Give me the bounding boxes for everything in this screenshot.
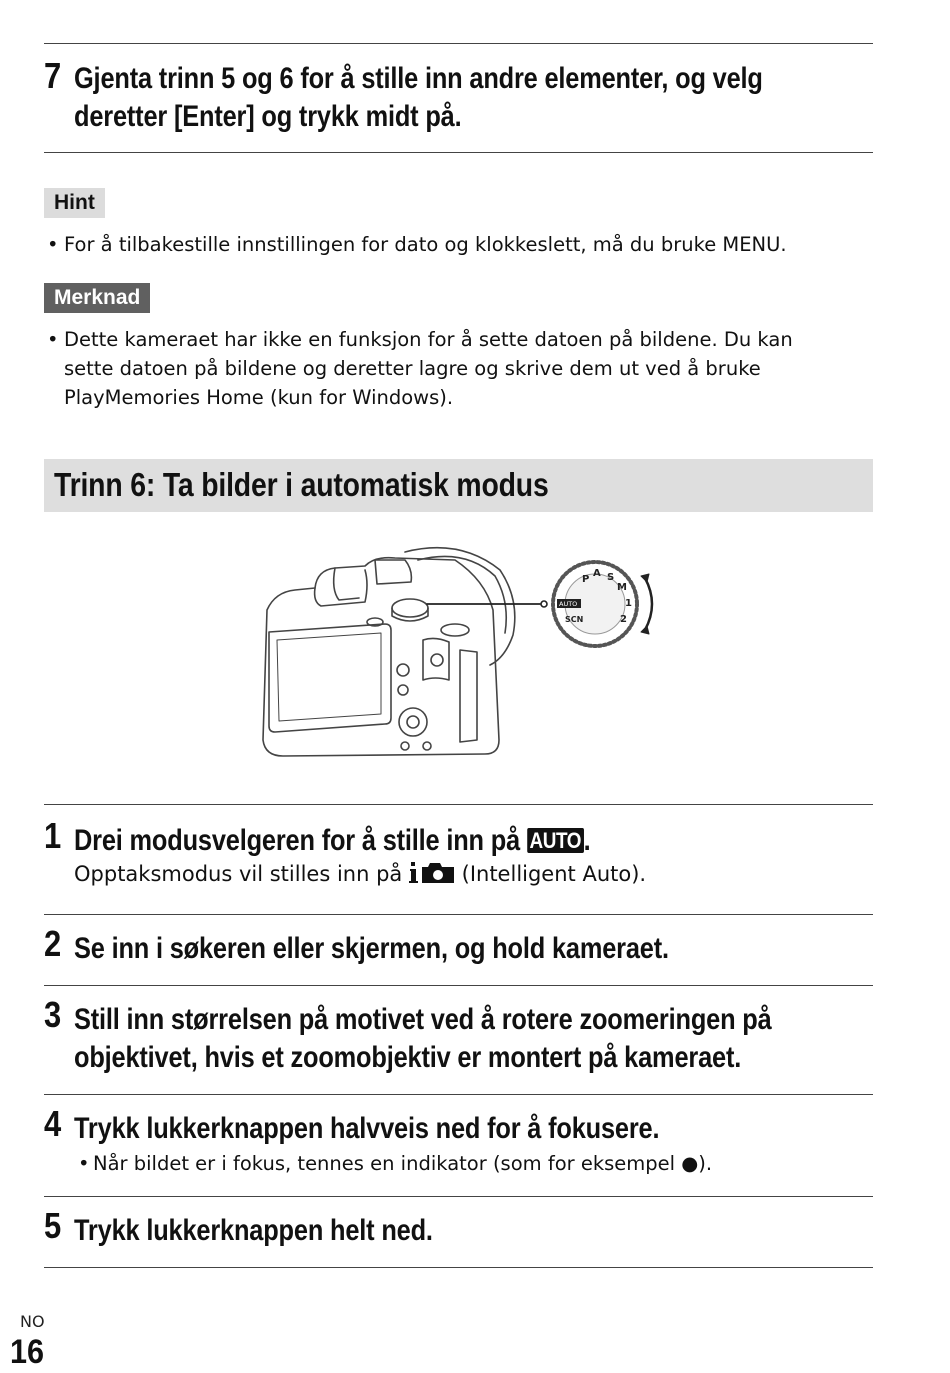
top-rule	[44, 43, 873, 44]
rotation-arrow-icon	[645, 578, 652, 630]
note-text-line2: sette datoen på bildene og deretter lagre og skrive dem ut ved å bruke	[64, 357, 761, 380]
step-1-number: 1	[44, 815, 62, 856]
camera-mode-dial-illustration	[255, 540, 675, 780]
note-label: Merknad	[44, 283, 150, 313]
divider	[44, 914, 873, 915]
step-4-bullet-marker: •	[78, 1152, 90, 1175]
step-7-number: 7	[44, 55, 62, 96]
section-title: Trinn 6: Ta bilder i automatisk modus	[54, 466, 549, 503]
section-heading-bar	[44, 459, 873, 512]
divider	[44, 1094, 873, 1095]
step-5-number: 5	[44, 1205, 62, 1246]
bottom-rule	[44, 1267, 873, 1268]
step-1-title-end: .	[583, 824, 591, 857]
divider	[44, 1196, 873, 1197]
dial-label-1: 1	[625, 598, 632, 609]
note-bullet-marker: •	[47, 328, 59, 351]
intelligent-auto-icon	[409, 860, 455, 884]
step-1-title-text: Drei modusvelgeren for å stille inn på	[74, 824, 527, 857]
dial-label-scn: SCN	[565, 615, 584, 624]
step-4-title: Trykk lukkerknappen halvveis ned for å fokusere.	[74, 1112, 660, 1145]
hint-text: For å tilbakestille innstillingen for dato og klokkeslett, må du bruke MENU.	[64, 233, 787, 256]
step-5-title: Trykk lukkerknappen helt ned.	[74, 1214, 433, 1247]
dial-label-a: A	[593, 568, 601, 579]
step-3-number: 3	[44, 994, 62, 1035]
dial-label-m: M	[617, 582, 627, 593]
step-3-title-line2: objektivet, hvis et zoomobjektiv er montert på kameraet.	[74, 1041, 742, 1074]
hint-bullet-marker: •	[47, 233, 59, 256]
step-1-body-text: Opptaksmodus vil stilles inn på	[74, 862, 409, 886]
page-number: 16	[10, 1333, 45, 1371]
step-2-number: 2	[44, 923, 62, 964]
step-3-title-line1: Still inn størrelsen på motivet ved å rotere zoomeringen på	[74, 1003, 772, 1036]
hint-label: Hint	[44, 188, 105, 218]
step-2-title: Se inn i søkeren eller skjermen, og hold kameraet.	[74, 932, 669, 965]
divider	[44, 804, 873, 805]
auto-mode-icon: AUTO	[527, 828, 584, 853]
note-text-line1: Dette kameraet har ikke en funksjon for å sette datoen på bildene. Du kan	[64, 328, 793, 351]
step-1-body-end: (Intelligent Auto).	[454, 862, 647, 886]
step-7-title-line2: deretter [Enter] og trykk midt på.	[74, 100, 462, 133]
step-1-title	[74, 822, 590, 860]
dial-label-2: 2	[620, 614, 627, 625]
note-text-line3: PlayMemories Home (kun for Windows).	[64, 386, 454, 409]
step-4-number: 4	[44, 1103, 62, 1144]
leader-dot	[541, 601, 547, 607]
dial-label-s: S	[607, 572, 615, 583]
step-7-title-line1: Gjenta trinn 5 og 6 for å stille inn andre elementer, og velg	[74, 62, 763, 95]
divider	[44, 985, 873, 986]
divider	[44, 152, 873, 153]
language-code: NO	[20, 1312, 45, 1331]
dial-label-auto: AUTO	[559, 600, 578, 608]
lcd-screen	[269, 624, 391, 732]
dial-label-p: P	[582, 574, 590, 585]
rear-controls	[397, 638, 477, 750]
step-1-body	[74, 860, 646, 890]
step-4-bullet-text: Når bildet er i fokus, tennes en indikator (som for eksempel ●).	[93, 1152, 713, 1175]
lens-barrel	[405, 548, 515, 665]
